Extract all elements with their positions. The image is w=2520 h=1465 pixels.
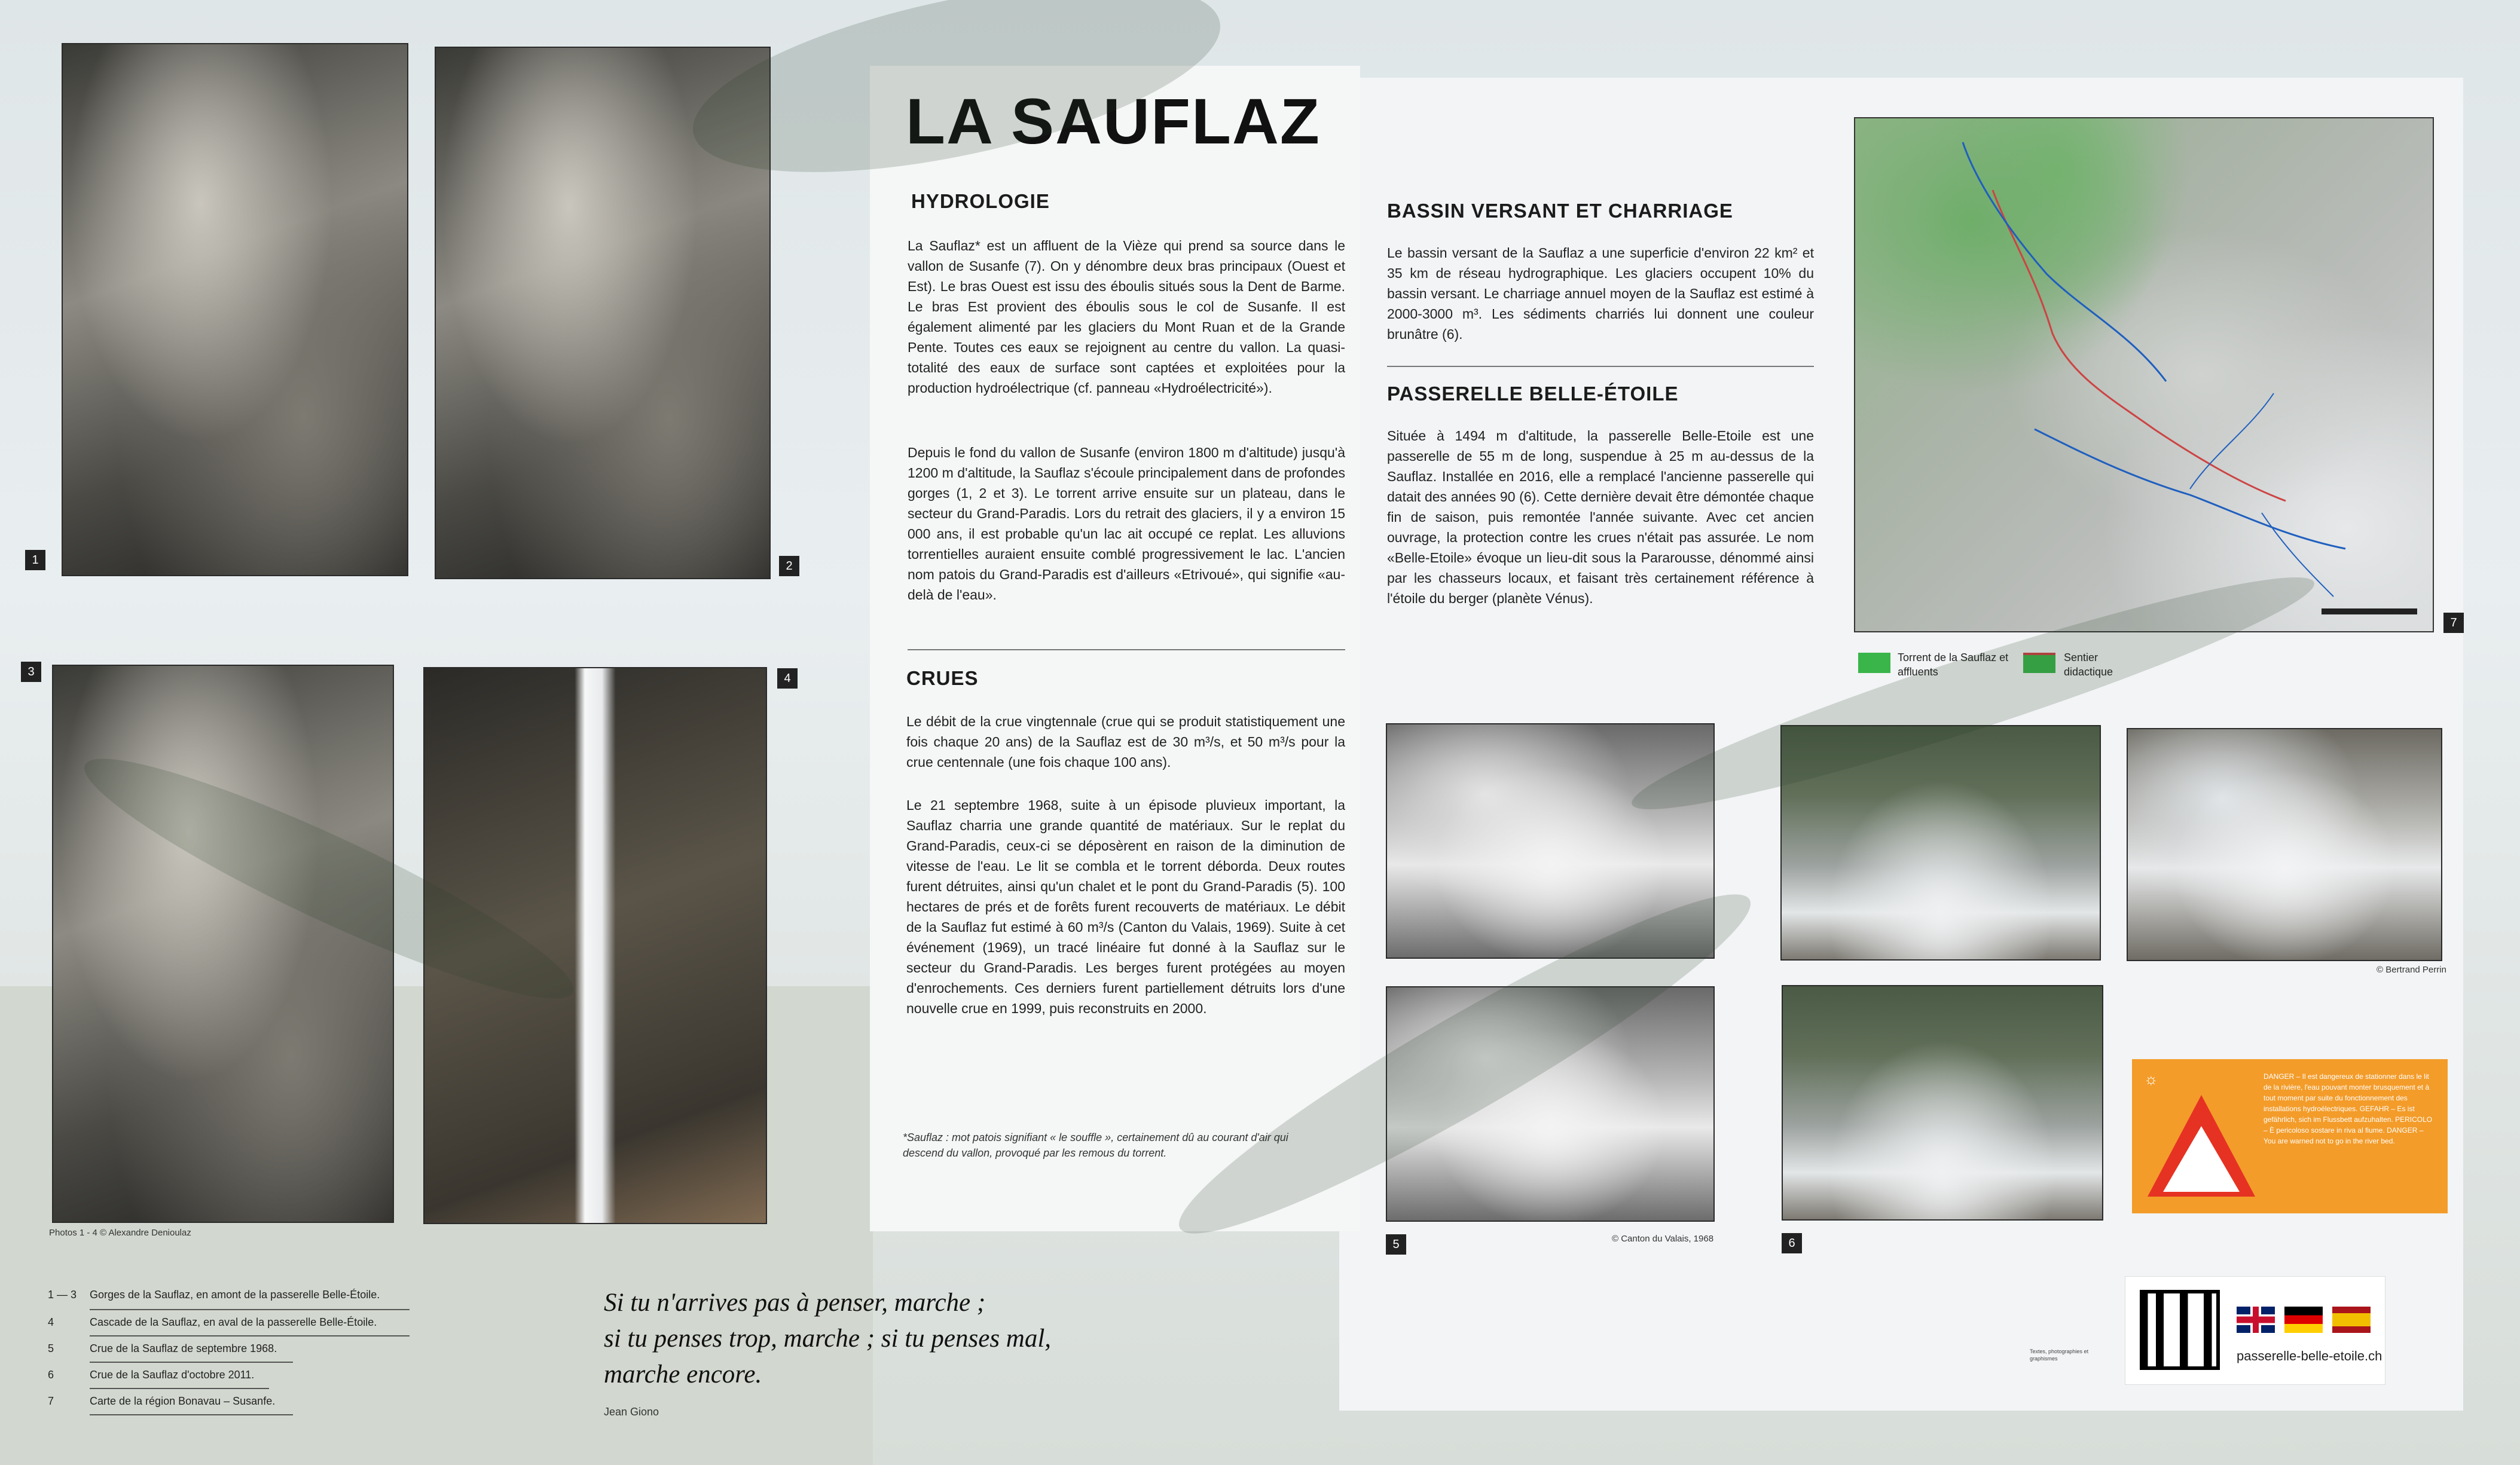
passerelle-paragraph: Située à 1494 m d'altitude, la passerelle Belle-Etoile est une passerelle de 55 m de long, suspendue à 25 m au-dessus de la Sauflaz. Installée en 2016, elle a remplacé l'ancienne passerelle qui datait des années 90 (6). Cette dernière devait être démontée chaque fin de saison, puis remontée l'année suivante. Avec cet ancien ouvrage, la protection contre les crues n'était pas assurée. Le nom «Belle-Etoile» évoque un lieu-dit sous la Pararousse, dénommé ainsi par les chasseurs locaux, et faisant très certainement référence à l'étoile du berger (planète Vénus).	[1387, 428, 1814, 606]
giono-quote	[604, 1285, 1051, 1393]
photo-6-flood-rocks	[2127, 728, 2442, 961]
photo-number-4: 4	[777, 668, 798, 689]
photo-number-3: 3	[21, 662, 41, 682]
photos-1-4-credit: Photos 1 - 4 © Alexandre Denioulaz	[49, 1228, 191, 1238]
quote-line-3: marche encore.	[604, 1360, 762, 1388]
crues-paragraph-1: Le débit de la crue vingtennale (crue qui se produit statistiquement une fois chaque 20 ans) de la Sauflaz est de 30 m³/s, et 50 m³/s pour la crue centennale (une fois chaque 100 ans).	[906, 714, 1345, 770]
section-divider	[1387, 366, 1814, 367]
photo-3-gorge	[52, 665, 394, 1223]
hydrologie-paragraph-1: La Sauflaz* est un affluent de la Vièze qui prend sa source dans le vallon de Susanfe (7). On y dénombre deux bras principaux (Ouest et Est). Le bras Ouest est issu des éboulis situés sous la Dent de Barme. Le bras Est provient des éboulis sous le col de Susanfe. Il est également alimenté par les glaciers du Mont Ruan et de la Grande Pente. Toutes ces eaux se rejoignent au centre du vallon. La quasi-totalité des eaux de surface sont captées et exploitées pour la production hydroélectrique (cf. panneau «Hydroélectricité»).	[908, 238, 1345, 396]
bassin-heading: BASSIN VERSANT ET CHARRIAGE	[1387, 200, 1733, 222]
hydrologie-paragraph-2: Depuis le fond du vallon de Susanfe (environ 1800 m d'altitude) jusqu'à 1200 m d'altitude, la Sauflaz s'écoule principalement dans de profondes gorges (1, 2 et 3). Le torrent arrive ensuite sur un plateau, dans le secteur du Grand-Paradis. Lors du retrait des glaciers, il y a environ 15 000 ans, il est probable qu'un lac ait occupé ce replat. Les alluvions torrentielles auraient ensuite comblé progressivement le lac. L'ancien nom patois du Grand-Paradis est d'ailleurs «Etrivoué», qui signifie «au-delà de l'eau».	[908, 445, 1345, 602]
caption-key: 6	[48, 1369, 54, 1381]
caption-key: 4	[48, 1316, 54, 1328]
website-link[interactable]: passerelle-belle-etoile.ch	[2237, 1348, 2382, 1363]
page-title: LA SAUFLAZ	[906, 85, 1321, 157]
quote-line-2: si tu penses trop, marche ; si tu penses mal,	[604, 1325, 1052, 1353]
passerelle-heading: PASSERELLE BELLE-ÉTOILE	[1387, 383, 1679, 405]
caption-text: Crue de la Sauflaz d'octobre 2011.	[90, 1369, 255, 1381]
caption-text: Gorges de la Sauflaz, en amont de la passerelle Belle-Étoile.	[90, 1289, 380, 1301]
spanish-flag-icon[interactable]	[2332, 1307, 2371, 1333]
quote-author: Jean Giono	[604, 1406, 659, 1418]
caption-key: 5	[48, 1342, 54, 1354]
caption-underline	[90, 1362, 293, 1363]
danger-attention-label: ATTENTION !	[2180, 1179, 2232, 1188]
quote-line-1: Si tu n'arrives pas à penser, marche ;	[604, 1289, 986, 1317]
caption-row	[48, 1316, 377, 1329]
photo-number-7: 7	[2443, 613, 2464, 633]
caption-underline	[90, 1309, 410, 1310]
photo-number-5: 5	[1386, 1234, 1406, 1255]
caption-text: Carte de la région Bonavau – Susanfe.	[90, 1395, 276, 1407]
qr-panel	[2125, 1276, 2385, 1385]
caption-underline	[90, 1388, 269, 1389]
caption-key: 1 — 3	[48, 1289, 77, 1301]
caption-underline	[90, 1335, 410, 1336]
german-flag-icon[interactable]	[2284, 1307, 2323, 1333]
bertrand-credit: © Bertrand Perrin	[2377, 965, 2446, 975]
danger-text: DANGER – Il est dangereux de stationner dans le lit de la rivière, l'eau pouvant monter brusquement et à tout moment par suite du fonctionnement des installations hydroélectriques. GEFAHR – Es ist gefährlich, sich im Flussbett aufzuhalten. PERICOLO – È pericoloso sostare in riva al fiume. DANGER – You are warned not to go in the river bed.	[2264, 1072, 2433, 1145]
caption-row	[48, 1342, 277, 1355]
caption-row	[48, 1289, 380, 1301]
crues-paragraph-2: Le 21 septembre 1968, suite à un épisode pluvieux important, la Sauflaz charria une grande quantité de matériaux. Sur le replat du Grand-Paradis, ceux-ci se déposèrent en raison de la diminution de vitesse de l'eau. Le lit se combla et le torrent déborda. Deux routes furent détruites, ainsi qu'un chalet et le pont du Grand-Paradis (5). 100 hectares de prés et de forêts furent recouverts de matériaux. Le débit de la Sauflaz fut estimé à 60 m³/s (Canton du Valais, 1969). Suite à cet événement (1969), un tracé linéaire fut donné à la Sauflaz sur le secteur du Grand-Paradis. Les berges furent protégées au moyen d'enrochements. Ces derniers furent partiellement détruits lors d'une nouvelle crue en 1999, puis reconstruits en 2000.	[906, 797, 1345, 1016]
legend-torrent-swatch	[1858, 653, 1890, 673]
qr-code-icon[interactable]	[2140, 1290, 2220, 1370]
danger-warning-box	[2132, 1059, 2448, 1213]
small-print: Textes, photographies et graphismes	[2030, 1348, 2089, 1362]
hydrologie-heading: HYDROLOGIE	[911, 190, 1050, 212]
photo-6-flood-walkway	[1782, 985, 2103, 1221]
crues-heading: CRUES	[906, 667, 979, 689]
canton-credit: © Canton du Valais, 1968	[1612, 1234, 1714, 1244]
photo-1-gorge	[62, 43, 408, 576]
photo-number-6: 6	[1782, 1233, 1802, 1253]
legend-sentier-label: Sentier didactique	[2064, 652, 2113, 678]
sun-icon: ☼	[2144, 1070, 2158, 1088]
caption-text: Crue de la Sauflaz de septembre 1968.	[90, 1342, 277, 1354]
region-map	[1854, 117, 2434, 632]
caption-underline	[90, 1414, 293, 1415]
section-divider	[908, 649, 1345, 650]
map-streams	[1855, 118, 2433, 631]
caption-row	[48, 1369, 254, 1381]
sauflaz-footnote: *Sauflaz : mot patois signifiant « le souffle », certainement dû au courant d'air qui descend du vallon, provoqué par les remous du torrent.	[903, 1131, 1288, 1159]
caption-key: 7	[48, 1395, 54, 1407]
photo-number-1: 1	[25, 550, 45, 570]
photo-number-2: 2	[779, 556, 799, 576]
uk-flag-icon[interactable]	[2237, 1307, 2275, 1333]
caption-row	[48, 1395, 275, 1408]
bassin-paragraph: Le bassin versant de la Sauflaz a une superficie d'environ 22 km² et 35 km de réseau hydrographique. Les glaciers occupent 10% du bassin versant. Le charriage annuel moyen de la Sauflaz est estimé à 2000-3000 m³. Les sédiments charriés lui donnent une couleur brunâtre (6).	[1387, 245, 1814, 342]
caption-text: Cascade de la Sauflaz, en aval de la passerelle Belle-Étoile.	[90, 1316, 377, 1328]
legend-torrent-label: Torrent de la Sauflaz et affluents	[1898, 652, 2009, 678]
